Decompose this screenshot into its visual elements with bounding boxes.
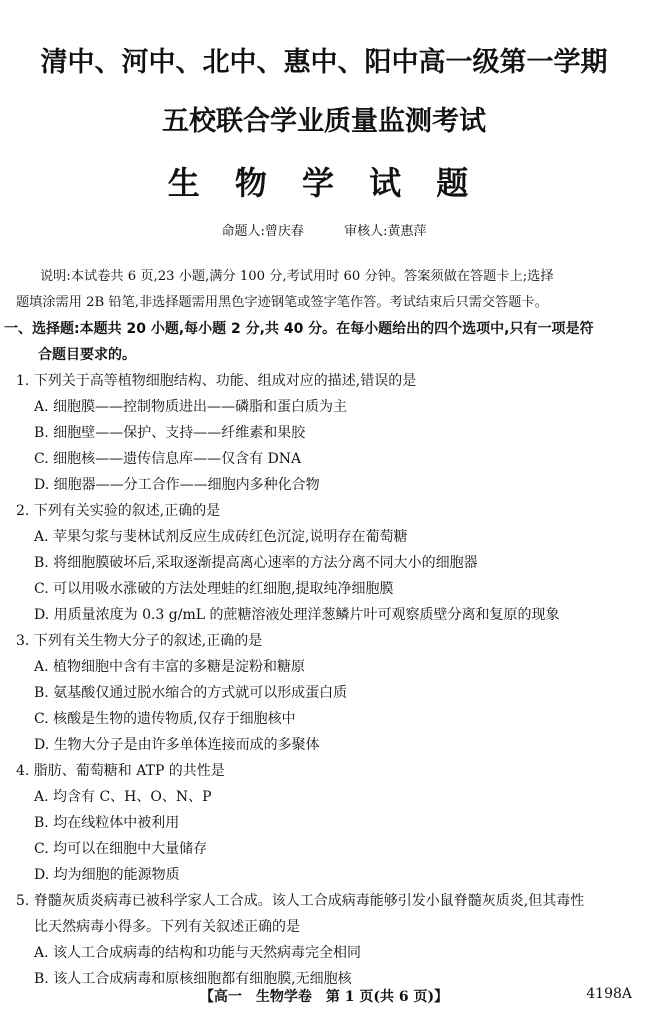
exam-title-line1: 清中、河中、北中、惠中、阳中高一级第一学期	[40, 47, 608, 78]
instructions-line1: 说明:本试卷共 6 页,23 小题,满分 100 分,考试用时 60 分钟。答案须做在答题卡上;选择	[40, 269, 554, 284]
question-option: B. 将细胞膜破坏后,采取逐渐提高离心速率的方法分离不同大小的细胞器	[34, 555, 478, 571]
question-option: C. 可以用吸水涨破的方法处理蛙的红细胞,提取纯净细胞膜	[34, 581, 394, 597]
question-1	[16, 368, 636, 498]
question-stem: 1. 下列关于高等植物细胞结构、功能、组成对应的描述,错误的是	[16, 373, 417, 389]
question-4	[16, 758, 636, 888]
question-stem-continued: 比天然病毒小得多。下列有关叙述正确的是	[34, 919, 300, 935]
question-option: B. 均在线粒体中被利用	[34, 815, 180, 831]
question-2	[16, 498, 636, 628]
question-option: B. 细胞壁——保护、支持——纤维素和果胶	[34, 425, 306, 441]
section-heading-line2: 合题目要求的。	[38, 347, 136, 363]
question-option: B. 该人工合成病毒和原核细胞都有细胞膜,无细胞核	[34, 971, 352, 987]
question-option: A. 植物细胞中含有丰富的多糖是淀粉和糖原	[34, 659, 306, 675]
section-heading-line1: 一、选择题:本题共 20 小题,每小题 2 分,共 40 分。在每小题给出的四个选项中,只有一项是符	[4, 321, 594, 337]
question-3	[16, 628, 636, 758]
question-option: C. 细胞核——遗传信息库——仅含有 DNA	[34, 451, 302, 467]
exam-content	[4, 264, 636, 992]
question-option: A. 该人工合成病毒的结构和功能与天然病毒完全相同	[34, 945, 362, 961]
question-option: D. 细胞器——分工合作——细胞内多种化合物	[34, 477, 320, 493]
question-option: C. 核酸是生物的遗传物质,仅存于细胞核中	[34, 711, 296, 727]
subject-title: 生 物 学 试 题	[167, 164, 481, 202]
instructions-line2: 题填涂需用 2B 铅笔,非选择题需用黑色字迹钢笔或签字笔作答。考试结束后只需交答题卡。	[16, 295, 548, 310]
question-option: B. 氨基酸仅通过脱水缩合的方式就可以形成蛋白质	[34, 685, 348, 701]
question-stem: 3. 下列有关生物大分子的叙述,正确的是	[16, 633, 263, 649]
question-option: A. 细胞膜——控制物质进出——磷脂和蛋白质为主	[34, 399, 348, 415]
question-option: D. 用质量浓度为 0.3 g/mL 的蔗糖溶液处理洋葱鳞片叶可观察质壁分离和复原的现象	[34, 607, 560, 623]
reviewer: 审核人:黄惠萍	[344, 224, 427, 239]
authors-line	[0, 220, 648, 239]
question-option: A. 苹果匀浆与斐林试剂反应生成砖红色沉淀,说明存在葡萄糖	[34, 529, 408, 545]
exam-title-line2: 五校联合学业质量监测考试	[162, 106, 486, 137]
question-stem: 4. 脂肪、葡萄糖和 ATP 的共性是	[16, 763, 225, 779]
question-5	[16, 888, 636, 992]
author: 命题人:曾庆春	[221, 224, 304, 239]
question-option: C. 均可以在细胞中大量储存	[34, 841, 208, 857]
page-footer: 【高一 生物学卷 第 1 页(共 6 页)】	[199, 989, 449, 1005]
question-stem: 2. 下列有关实验的叙述,正确的是	[16, 503, 221, 519]
question-option: D. 均为细胞的能源物质	[34, 867, 180, 883]
question-option: D. 生物大分子是由许多单体连接而成的多聚体	[34, 737, 320, 753]
question-stem: 5. 脊髓灰质炎病毒已被科学家人工合成。该人工合成病毒能够引发小鼠脊髓灰质炎,但其毒性	[16, 893, 585, 909]
paper-code: 4198A	[586, 986, 632, 1002]
question-option: A. 均含有 C、H、O、N、P	[34, 789, 212, 805]
